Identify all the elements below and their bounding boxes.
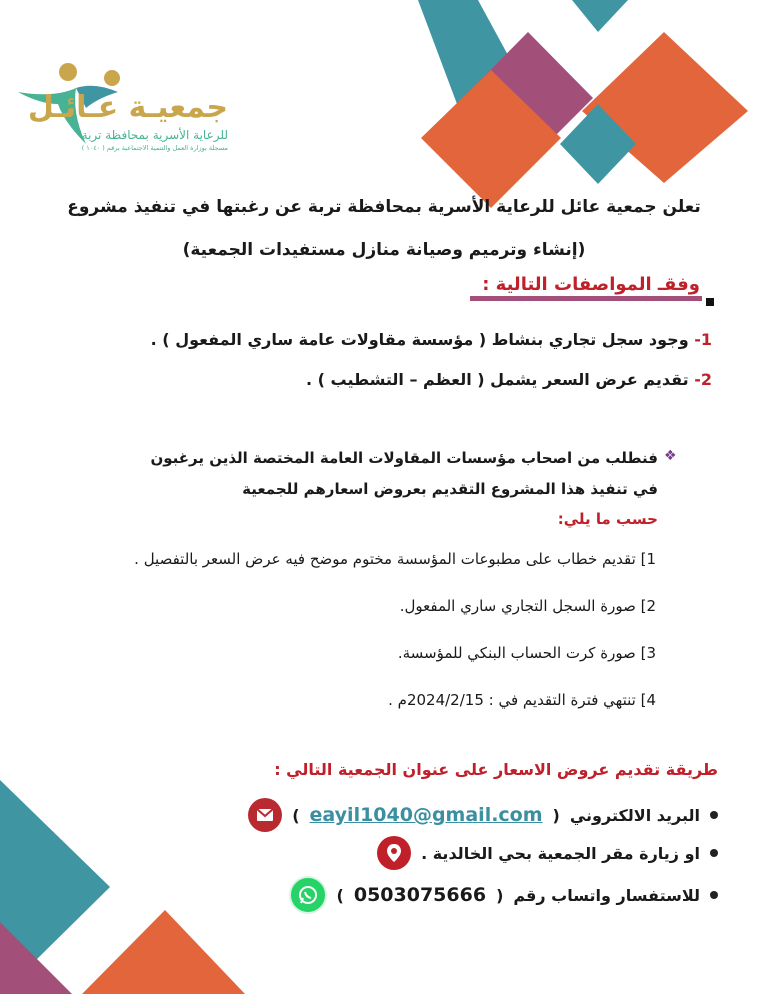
spec-item-1-number: 1- [694, 330, 712, 349]
requirement-2-text: صورة السجل التجاري ساري المفعول. [399, 597, 636, 615]
spec-item-2-text: تقديم عرض السعر يشمل ( العظم – التشطيب ) . [306, 370, 689, 389]
spec-item-2 [306, 370, 712, 389]
deco-orange-bottom-left [82, 910, 245, 994]
specs-heading-underline [470, 296, 702, 301]
visit-row [377, 836, 718, 870]
request-line-2: في تنفيذ هذا المشروع التقديم بعروض اسعارهم للجمعية [242, 480, 658, 498]
email-label: البريد الالكتروني [569, 805, 700, 825]
mail-icon [248, 798, 282, 832]
location-pin-icon [377, 836, 411, 870]
requirement-4 [388, 691, 656, 709]
whatsapp-icon [289, 876, 327, 914]
logo-title: جمعيـة عـائـل [27, 90, 228, 125]
email-link[interactable]: eayil1040@gmail.com [309, 804, 543, 826]
visit-text: او زيارة مقر الجمعية بحي الخالدية . [421, 843, 700, 863]
requirement-2-number: 2] [640, 597, 656, 615]
whatsapp-row [289, 876, 718, 914]
request-subheading: حسب ما يلي: [557, 510, 658, 528]
logo-subtitle: للرعاية الأسرية بمحافظة تربة [81, 128, 228, 142]
requirement-3 [398, 644, 656, 662]
submission-heading: طريقة تقديم عروض الاسعار على عنوان الجمعية التالي : [274, 760, 718, 779]
request-line-1: فنطلب من اصحاب مؤسسات المقاولات العامة المختصة الذين يرغبون [150, 449, 658, 467]
bullet-dot [710, 891, 718, 899]
diamond-bullet-icon: ❖ [664, 448, 677, 464]
requirement-4-text: تنتهي فترة التقديم في : 2024/2/15م . [388, 691, 636, 709]
requirement-1 [134, 550, 656, 568]
email-paren-close: ) [292, 805, 300, 825]
requirement-2 [400, 597, 656, 615]
logo [14, 52, 234, 162]
email-row [248, 798, 718, 832]
requirement-1-number: 1] [640, 550, 656, 568]
spec-item-1 [151, 330, 712, 349]
spec-item-1-text: وجود سجل تجاري بنشاط ( مؤسسة مقاولات عامة ساري المفعول ) . [150, 330, 689, 349]
logo-registration: مسجلة بوزارة العمل والتنمية الاجتماعية برقم ( ١٠٤٠ ) [81, 144, 228, 152]
phone-paren-close: ) [336, 885, 344, 905]
phone-paren-open: ( [496, 885, 504, 905]
requirement-3-number: 3] [640, 644, 656, 662]
requirement-1-text: تقديم خطاب على مطبوعات المؤسسة مختوم موضح فيه عرض السعر بالتفصيل . [134, 550, 636, 568]
announcement-line-2: (إنشاء وترميم وصيانة منازل مستفيدات الجمعية) [182, 240, 586, 260]
bullet-dot [710, 811, 718, 819]
requirement-3-text: صورة كرت الحساب البنكي للمؤسسة. [397, 644, 636, 662]
specs-square-marker [706, 298, 714, 306]
whatsapp-label: للاستفسار واتساب رقم [513, 885, 700, 905]
deco-teal-top-2 [572, 0, 628, 32]
requirement-4-number: 4] [640, 691, 656, 709]
email-paren-open: ( [552, 805, 560, 825]
announcement-line-1: تعلن جمعية عائل للرعاية الأسرية بمحافظة تربة عن رغبتها في تنفيذ مشروع [67, 197, 701, 217]
phone-number[interactable]: 0503075666 [353, 884, 487, 906]
spec-item-2-number: 2- [694, 370, 712, 389]
specs-heading: وفقـ المواصفات التالية : [482, 274, 700, 295]
bullet-dot [710, 849, 718, 857]
deco-teal-bottom-left [0, 780, 110, 962]
